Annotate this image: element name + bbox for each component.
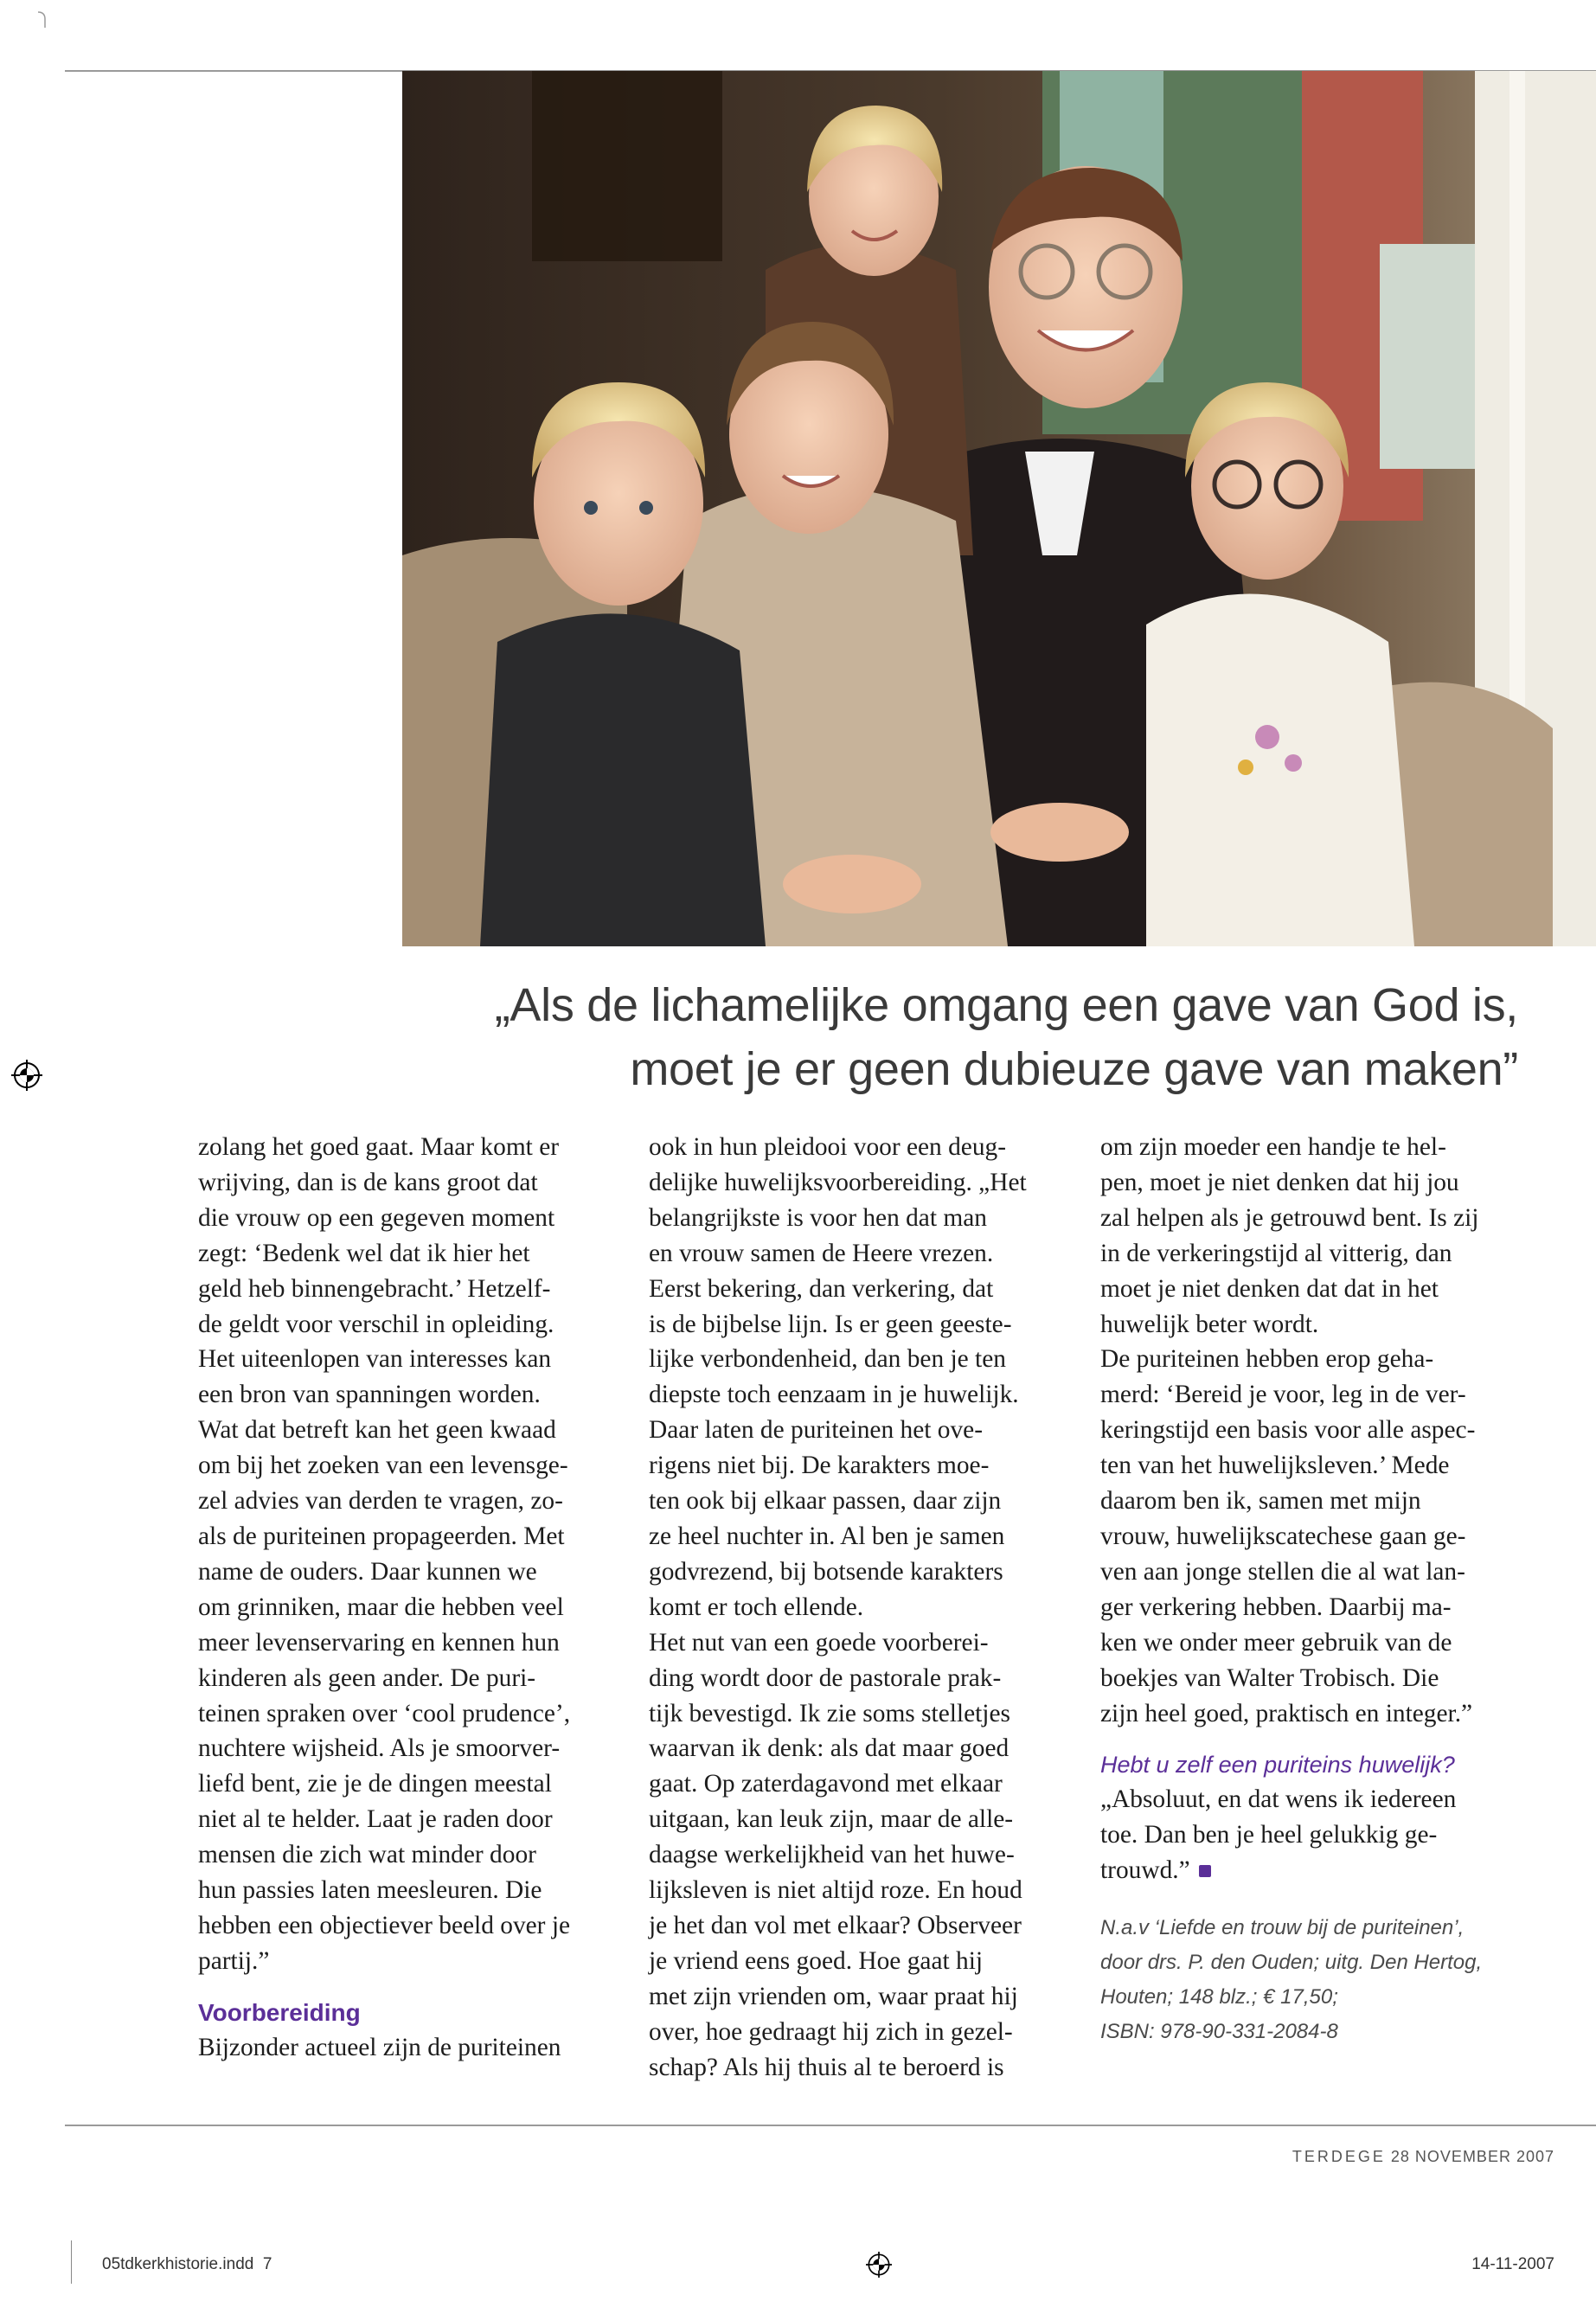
body-text-line: ven aan jonge stellen die al wat lan- [1100, 1557, 1465, 1586]
body-text-line: trouwd.” [1100, 1853, 1533, 1888]
page-footer [1292, 2148, 1554, 2166]
body-text-line: ding wordt door de pastorale prak- [649, 1663, 1002, 1692]
body-text-line: over, hoe gedraagt hij zich in gezel- [649, 2017, 1013, 2046]
bottom-rule [65, 2125, 1596, 2126]
body-text-line: Het uiteenlopen van interesses kan [198, 1345, 552, 1374]
article-column-3 [1100, 1130, 1533, 2049]
credit-line: Houten; 148 blz.; € 17,50; [1100, 1985, 1338, 2009]
body-text-line: komt er toch ellende. [649, 1593, 864, 1621]
interview-question: Hebt u zelf een puriteins huwelijk? [1100, 1752, 1455, 1779]
body-text-line: lijksleven is niet altijd roze. En houd [649, 1876, 1022, 1905]
body-text-line: huwelijk beter wordt. [1100, 1310, 1319, 1338]
body-text-line: Eerst bekering, dan verkering, dat [649, 1274, 994, 1303]
body-text-line: ten ook bij elkaar passen, daar zijn [649, 1487, 1002, 1516]
body-text-line: diepste toch eenzaam in je huwelijk. [649, 1381, 1019, 1409]
crop-mark-icon [35, 10, 54, 29]
body-text-line: met zijn vrienden om, waar praat hij [649, 1982, 1018, 2010]
issue-date: 28 NOVEMBER 2007 [1390, 2148, 1554, 2165]
body-text-line: belangrijkste is voor hen dat man [649, 1203, 987, 1232]
body-text-line: rigens niet bij. De karakters moe- [649, 1452, 990, 1480]
body-text-line: niet al te helder. Laat je raden door [198, 1805, 553, 1834]
credit-line: ISBN: 978-90-331-2084-8 [1100, 2020, 1338, 2044]
body-text-line: waarvan ik denk: als dat maar goed [649, 1734, 1010, 1763]
body-text-line: liefd bent, zie je de dingen meestal [198, 1770, 552, 1798]
body-text-line: je vriend eens goed. Hoe gaat hij [649, 1946, 984, 1975]
body-text-line: „Absoluut, en dat wens ik iedereen [1100, 1785, 1457, 1814]
body-text-line: merd: ‘Bereid je voor, leg in de ver- [1100, 1381, 1466, 1409]
body-text-line: vrouw, huwelijkscatechese gaan ge- [1100, 1522, 1466, 1550]
body-text-line: moet je niet denken dat dat in het [1100, 1274, 1439, 1303]
body-text-line: ken we onder meer gebruik van de [1100, 1628, 1452, 1657]
body-text-line: de geldt voor verschil in opleiding. [198, 1310, 554, 1338]
body-text-line: daagse werkelijkheid van het huwe- [649, 1841, 1015, 1869]
body-text-line: toe. Dan ben je heel gelukkig ge- [1100, 1821, 1438, 1849]
article-column-2 [649, 1130, 1081, 2085]
body-text-line: hun passies laten meesleuren. Die [198, 1876, 542, 1905]
body-text-line: om bij het zoeken van een levensge- [198, 1452, 568, 1480]
interview-answer [1100, 1782, 1533, 1888]
body-text-line: pen, moet je niet denken dat hij jou [1100, 1168, 1459, 1196]
credit-line: door drs. P. den Ouden; uitg. Den Hertog, [1100, 1951, 1483, 1975]
body-text-line: delijke huwelijksvoorbereiding. „Het [649, 1168, 1027, 1196]
column-1-after-heading [198, 2030, 631, 2066]
column-2-body [649, 1130, 1081, 2085]
body-text-line: Het nut van een goede voorberei- [649, 1628, 989, 1657]
body-text-line: is de bijbelse lijn. Is er geen geeste- [649, 1310, 1012, 1338]
body-text-line: en vrouw samen de Heere vrezen. [649, 1239, 994, 1267]
body-text-line: keringstijd een basis voor alle aspec- [1100, 1416, 1476, 1445]
family-photo [402, 71, 1596, 946]
body-text-line: zegt: ‘Bedenk wel dat ik hier het [198, 1239, 530, 1267]
column-3-body [1100, 1130, 1533, 1731]
body-text-line: om zijn moeder een handje te hel- [1100, 1133, 1446, 1161]
body-text-line: partij.” [198, 1946, 270, 1975]
body-text-line: ook in hun pleidooi voor een deug- [649, 1133, 1007, 1161]
book-credit [1100, 1911, 1533, 2049]
body-text-line: in de verkeringstijd al vitterig, dan [1100, 1239, 1452, 1267]
body-text-line: zolang het goed gaat. Maar komt er [198, 1133, 560, 1161]
end-of-article-icon [1199, 1865, 1211, 1877]
body-text-line: Bijzonder actueel zijn de puriteinen [198, 2033, 561, 2061]
pull-quote-line: „Als de lichamelijke omgang een gave van God is, [494, 979, 1518, 1031]
body-text-line: zijn heel goed, praktisch en integer.” [1100, 1699, 1473, 1727]
body-text-line: om grinniken, maar die hebben veel [198, 1593, 564, 1621]
body-text-line: ze heel nuchter in. Al ben je samen [649, 1522, 1005, 1550]
body-text-line: nuchtere wijsheid. Als je smoorver- [198, 1734, 561, 1763]
body-text-line: als de puriteinen propageerden. Met [198, 1522, 565, 1550]
body-text-line: tijk bevestigd. Ik zie soms stelletjes [649, 1699, 1010, 1727]
pull-quote-line: moet je er geen dubieuze gave van maken” [630, 1043, 1518, 1095]
body-text-line: gaat. Op zaterdagavond met elkaar [649, 1770, 1003, 1798]
body-text-line: Daar laten de puriteinen het ove- [649, 1416, 983, 1445]
magazine-name: TERDEGE [1292, 2148, 1386, 2165]
slug-divider [71, 2240, 72, 2284]
column-1-body [198, 1130, 631, 1979]
registration-mark-icon [11, 1060, 42, 1091]
body-text-line: ger verkering hebben. Daarbij ma- [1100, 1593, 1452, 1621]
body-text-line: meer levenservaring en kennen hun [198, 1628, 560, 1657]
body-text-line: wrijving, dan is de kans groot dat [198, 1168, 538, 1196]
body-text-line: name de ouders. Daar kunnen we [198, 1557, 537, 1586]
body-text-line: schap? Als hij thuis al te beroerd is [649, 2053, 1004, 2081]
body-text-line: De puriteinen hebben erop geha- [1100, 1345, 1434, 1374]
body-text-line: kinderen als geen ander. De puri- [198, 1663, 536, 1692]
section-heading: Voorbereiding [198, 1998, 361, 2026]
body-text-line: daarom ben ik, samen met mijn [1100, 1487, 1421, 1516]
body-text-line: Wat dat betreft kan het geen kwaad [198, 1416, 556, 1445]
body-text-line: die vrouw op een gegeven moment [198, 1203, 555, 1232]
article-column-1 [198, 1130, 631, 2066]
body-text-line: boekjes van Walter Trobisch. Die [1100, 1663, 1439, 1692]
slug-date: 14-11-2007 [1471, 2255, 1554, 2273]
body-text-line: zel advies van derden te vragen, zo- [198, 1487, 563, 1516]
body-text-line: uitgaan, kan leuk zijn, maar de alle- [649, 1805, 1014, 1834]
body-text-line: godvrezend, bij botsende karakters [649, 1557, 1003, 1586]
pull-quote [368, 973, 1518, 1101]
body-text-line: geld heb binnengebracht.’ Hetzelf- [198, 1274, 551, 1303]
body-text-line: een bron van spanningen worden. [198, 1381, 541, 1409]
body-text-line: ten van het huwelijksleven.’ Mede [1100, 1452, 1450, 1480]
credit-line: N.a.v ‘Liefde en trouw bij de puriteinen’, [1100, 1916, 1465, 1940]
body-text-line: zal helpen als je getrouwd bent. Is zij [1100, 1203, 1479, 1232]
body-text-line: je het dan vol met elkaar? Observeer [649, 1911, 1022, 1939]
slug-page: 7 [262, 2255, 272, 2273]
slug-filename: 05tdkerkhistorie.indd [102, 2255, 254, 2273]
body-text-line: lijke verbondenheid, dan ben je ten [649, 1345, 1006, 1374]
body-text-line: teinen spraken over ‘cool prudence’, [198, 1699, 571, 1727]
body-text-line: hebben een objectiever beeld over je [198, 1911, 571, 1939]
registration-mark-icon [866, 2252, 892, 2278]
slug-file [102, 2255, 272, 2274]
body-text-line: mensen die zich wat minder door [198, 1841, 536, 1869]
